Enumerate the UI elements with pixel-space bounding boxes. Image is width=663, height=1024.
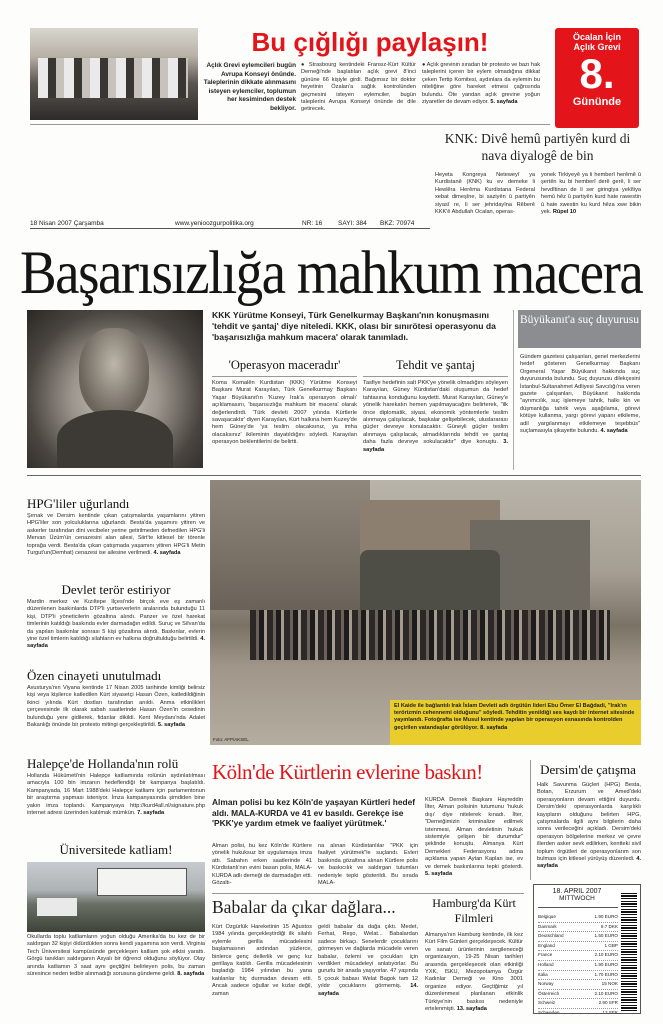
price-country: Danmark xyxy=(538,923,557,929)
price-value: 2.10 EURO xyxy=(594,952,618,958)
main-col2-title: Tehdit ve şantaj xyxy=(396,358,475,372)
price-row xyxy=(538,913,618,923)
price-value: 1 GBP xyxy=(604,942,618,948)
dateline-sayi: SAYI: 384 xyxy=(338,220,367,227)
photo-credit: Foto: AFP/AKSEL xyxy=(213,737,249,742)
price-value: 1.90 EURO xyxy=(594,914,618,919)
koln-col1-text: Alman polisi, bu kez Köln'de Kürtlere yönelik hukuksuz bir uygulamaya imza attı. Sabahın erken saatlerinde 41 Kürdistanlı'nın evini basan polis, MALA-KURDA adlı derneği de darmadağın etti. Gözaltı- xyxy=(212,843,312,887)
koln-lead: Alman polisi bu kez Köln'de yaşayan Kürtleri hedef aldı. MALA-KURDA ve 41 ev basıldı. Gerekçe ise 'PKK'ye yardım etmek ve faaliyet yürütmek.' xyxy=(212,797,416,828)
price-value: 1.90 EURO xyxy=(594,961,618,967)
price-box xyxy=(533,884,641,1014)
left-s5-text: Okullarda toplu katliamların yoğun olduğu Amerika'da bu kez de bir saldırgan 32 kişiyi öldürdükten sonra kendi yaşamına son verdi. Virginia Tech Üniversitesi kampüsünde gerçekleşen katliam şok etkisi yarattı. Görgü tanıkları saldırganın Asyalı bir öğrenci olduğunu söylüyor. Olay anında katliamın 3 saat aynı geçtiğini belirleyen polis, bu zaman süresince neden tedbir alınmadığı sorusuna gündeme geldi. 8. sayfada xyxy=(27,934,205,978)
price-country: Schweden xyxy=(538,1009,560,1014)
price-value: 9.7 DKK xyxy=(600,923,618,929)
badge-line2: Açlık Grevi xyxy=(573,42,621,52)
hunger-strike-photo xyxy=(30,28,198,120)
buyukanit-text: Gündem gazetesi çalışanları, genel merkezlerini hedef gösteren Genelkurmay Başkanı Orgeneral Yaşar Büyükanıt hakkında suç duyurusunda bulundu. Suç duyurusu dilekçesini İstanbul-Sultanahmet Adliyesi Savcılığı'na veren gazete çalışanları, Büyükanıt hakkında "ayrımcılık, suç işlemeye tahrik, halkı kin ve düşmanlığa tahrik veya aşağılama, görevi kötüye kullanma, yargı görevi yapanı etkileme, adil yargılanmayı etkilemeye teşebbüs" suçlamasıyla şikayette bulundu. 4. sayfada xyxy=(520,354,640,435)
knk-headline: KNK: Divê hemû partiyên kurd di nava diyalogê de bin xyxy=(444,131,631,163)
main-col2-text: Tasfiye hedefinin salt PKK'ye yönelik olmadığını söyleyen Karayılan, Güney Kürdistan'daki oluşumun da hedef tahtasına konduğunu kaydetti. Murat Karayılan, Güney'e yönelik harekatın hemen yapılmayacağını belirterek, "ilk önce diplomatik, siyasi, ekonomik yöntemlerle teslim alınmaya çalışılacak, başkalar gelişebilecek, uluslararası güçler devreye konulacaktır. Güneyli güçler teslim alınmaya çalışılacak, almadıklarında tehdit ve şantaj daha fazla devreye sokulacaktır" diye konuştu. 3. sayfada xyxy=(363,380,508,453)
price-row xyxy=(538,1009,618,1014)
dateline-bkz: BKZ: 70974 xyxy=(380,220,415,227)
price-value: 12 SEK xyxy=(602,1009,618,1014)
buyukanit-box xyxy=(513,310,641,470)
left-s2-title: Devlet terör estiriyor xyxy=(61,582,171,597)
dateline-nr: NR: 16 xyxy=(302,220,323,227)
price-value: 15 NOK xyxy=(601,981,618,987)
price-row xyxy=(538,990,618,1000)
price-value: 2.10 EURO xyxy=(594,990,618,996)
buyukanit-title: Büyükanıt'a suç duyurusu xyxy=(518,310,641,348)
price-country: Italia xyxy=(538,971,548,977)
top-photo-caption: Açlık Grevi eylemcileri bugün Avrupa Konseyi önünde. Taleplerinin dikkate alınmasını isteyen eylemciler, toplumun her kesiminden destek bekliyor. xyxy=(203,62,296,112)
babalar-col2-text: geldi babalar da dağa çıktı. Medet, Ferhat, Reşo, Welat... Babalardan sadece birkaçı. Senelerdir çocuklarını görmeyen ve dağlarda mücadele veren babalar, özlemi ve çocukları için verdikleri mücadeleyi anlatıyorlar. Bu gururlu bir anada yaşıyorlar. 47 yaşında 5 çocuk babası Welat Bagok tam 12 yıldır çocuklarını görmemiş. 14. sayfada xyxy=(318,924,418,997)
badge-line1: Öcalan İçin xyxy=(572,32,622,42)
price-country: Norway xyxy=(538,981,554,987)
dateline-date: 18 Nisan 2007 Çarşamba xyxy=(30,220,104,227)
price-value: 1.50 EURO xyxy=(594,933,618,939)
price-row xyxy=(538,999,618,1009)
karayilan-portrait xyxy=(27,310,203,468)
koln-headline: Köln'de Kürtlerin evlerine baskın! xyxy=(212,760,483,784)
koln-col3-text: KURDA Dernek Başkanı Hayreddin İlter, Alman polisinin tutumunu 'hukuk dışı' diye nitelerek kınadı. İlter, "Derneğimizin kriminalize edilmek istenmesi, Alman devletinin hukuk sistemiyle çelişen bir durumdur" şeklinde konuştu. Almanya Kürt Dernekleri Federasyonu adına açıklama yapan Aytan Kaplan ise, ev ve dernek baskınlarına tepki gösterdi. 5. sayfada xyxy=(425,797,523,878)
top-col1-text: ● Strasbourg kentindeki Fransız-Kürt Kültür Derneği'nde başlatılan açlık grevi 8'inci gününe 66 kişiyle girdi. Bağımsız bir doktor heyetinin Özalan'a sağlık kontrolünden geçmesini isteyen eylemciler, bugün taleplerini Avrupa Konseyi önünde de dile getirecek. xyxy=(301,62,416,113)
price-value: 2.90 SFR xyxy=(598,1000,618,1006)
mosul-caption: El Kaide ile bağlantılı Irak İslam Devleti adlı örgütün lideri Ebu Ömer El Bağdadi, "Irak'ın terörizmin cehennemi olduğunu" söyledi. Tehditin yenildiği ses kaydı bir internet sitesinde yayınlandı. Fotoğrafta ise Musul kentinde yapılan bir operasyon esnasında kontrolden geçirilen vatandaşlar görülüyor. 8. sayfada xyxy=(390,700,641,745)
main-headline: Başarısızlığa mahkum macera xyxy=(20,238,643,307)
hunger-strike-badge xyxy=(555,28,639,128)
price-country: Belgique xyxy=(538,914,556,919)
dateline-url[interactable]: www.yenioozgurpolitika.org xyxy=(175,220,254,227)
price-country: Deutschland xyxy=(538,933,564,939)
price-row xyxy=(538,942,618,952)
main-intro: KKK Yürütme Konseyi, Türk Genelkurmay Başkanı'nın konuşmasını 'tehdit ve şantaj' diye niteledi. KKK, olası bir sınırötesi operasyonu da 'başarısızlığa mahkum macera' olarak tanımladı. xyxy=(212,310,496,342)
hamburg-text: Almanya'nın Hamburg kentinde, ilk kez Kürt Film Günleri gerçekleşecek. Kültür ve sanatı ürünlerinin sergileneceği organizasyon, 19-25 Nisan tarihleri arasında gerçekleşecek olan etkinliği YXK, ISKU, Mezopotamya Özgür Kadınlar Derneği ve Kino 3001 organize ediyor. Geçtiğimiz yıl düzenlenmesi planlanan etkinlik Türkiye'nin baskısı nedeniyle ertelenmişti. 13. sayfada xyxy=(425,932,523,1013)
badge-line3: Gününde xyxy=(572,96,622,108)
price-country: Schweiz xyxy=(538,1000,556,1006)
left-s2-text: Mardin merkez ve Kızıltepe İlçesi'nde birçok eve eş zamanlı düzenlenen baskınlarda DTP'li yurtseverlerin aralarında bulunduğu 11 kişi, DTP'li yöneticilerin gözaltına alındı. Panzer ve özel harekat timlerinin katıldığı baskında evler darmadağın edildi. Suruç ve Siîvan'da da yapılan baskınlar sonrası 5 kişi gözaltına alındı. Baskınlar, evlerin yine özel timlerin katıldığı silahların ev halkına doğrultulduğu belirtildi. 4. sayfada xyxy=(27,599,205,650)
box-day: MITTWOCH xyxy=(559,895,595,902)
price-country: Österreich xyxy=(538,990,560,996)
left-s5-title: Üniversitede katliam! xyxy=(59,842,173,857)
barcode xyxy=(621,893,637,1011)
dersim-title: Dersim'de çatışma xyxy=(540,762,636,777)
babalar-headline: Babalar da çıkar dağlara... xyxy=(212,897,396,917)
price-value: 1.70 EURO xyxy=(594,971,618,977)
price-row xyxy=(538,980,618,990)
left-s4-title: Halepçe'de Hollanda'nın rolü xyxy=(27,756,179,771)
top-col2-text: ● Açlık grevinin sıradan bir protesto ve bazı hak taleplerini içeren bir eylem olmadığına dikkat çeken Tertip Komitesi, aydınlara da eylemin bu niteliğine göre hareket etmesi çağrısında bulundu. Öte yandan açlık grevine yoğun ziyaretler de devam ediyor. 5. sayfada xyxy=(422,62,540,106)
dersim-text: Halk Savunma Güçleri (HPG) Besta, Botan, Erzurum ve Amed'deki operasyonların devam ettiğini duyurdu. Dersim'deki operasyonlarda karşılıklı kayıpların olduğunu belirten HPG, çatışmalarda ilgili aynı bilgilerin daha sonra verileceğini açıkladı. Dersim'deki operasyon bölgelerine merkez ve çevre illerden asker sevk edilirken, kentteki sivil toplum örgütleri de operasyonlarım son bulması için kitlesel yürüyüş düzenledi. 4. sayfada xyxy=(537,782,641,870)
price-country: Holland xyxy=(538,961,554,967)
price-row xyxy=(538,923,618,933)
price-row xyxy=(538,951,618,961)
price-row xyxy=(538,961,618,971)
left-s3-title: Özen cinayeti unutulmadı xyxy=(27,668,162,683)
price-country: England xyxy=(538,942,555,948)
left-s4-text: Hollanda Hükümeti'nin Halepçe katliamında rolünün aydınlatılması amacıyla 100 bin imzanın hedeflendiği bir kampanya başlatıldı. Kampanyada, 16 Mart 1988'deki Halepçe katliamı için parlamentonun bir araştırma yapması isteniyor. İmza kampanyasında şimdiden bine yakın imza toplandı. Kampanyaya http://kurd4all.nl/signature.php internet adresi üzerinden katılmak mümkün. 7. sayfada xyxy=(27,773,205,817)
price-row xyxy=(538,971,618,981)
hamburg-title: Hamburg'da Kürt Filmleri xyxy=(432,896,516,925)
left-s1-title: HPG'liler uğurlandı xyxy=(27,496,130,511)
price-list xyxy=(538,913,618,1014)
price-row xyxy=(538,932,618,942)
knk-col2-text: yonek Tirkiyeyê ya li hemberî herêmê û şertên ku bi hemberî derê gerê, li ser hevdîtinan de li ser giringiya yekîtiya hemû hêz û partiyên kurd hate rawestin û hate xwestin ku kurd hêza xwe bikin yek. Rûpel 10 xyxy=(541,172,641,216)
top-headline: Bu çığlığı paylaşın! xyxy=(251,27,489,57)
main-col1-text: Koma Komalên Kurdistan (KKK) Yürütme Konseyi Başkanı Murat Karayılan, Türk Genelkurmay Başkanı Yaşar Büyükanıt'ın 'Kuzey Irak'a operasyon olmalı' açıklamasını, 'başarısızlığa mahkum bir macera' olarak değerlendirdi. 'Türk devleti 2007 yılında Kürtlerle savaşacaktır' diyen Karayılan, Kürt halkına hem Kuzey'de hem Güney'de 'ya teslim olacaksınız, ya imha olacaksınız' ikileminin dayatıldığını söyledi. Karayılan operasyon beklentilerini de belirtti. xyxy=(212,380,357,446)
babalar-col1-text: Kürt Özgürlük Hareketinin 15 Ağustos 1984 yılında gerçekleştirdiği ilk silahlı eylemle gerilla mücadelesini başlamasının ardından yüzlerce, binlerce genç dellerlik ve genç kız gerillaya katıldı. Gerilla mücadelesinin başladığı 1984 yılından bu yana katılanlar hiç durmadan devam etti. Ancak sadece oğullar ve kızlar değil, zaman xyxy=(212,924,312,997)
box-date: 18. APRIL 2007 xyxy=(552,888,602,895)
campus-photo xyxy=(27,862,205,932)
main-col1-title: 'Operasyon maceradır' xyxy=(228,358,341,372)
price-country: France xyxy=(538,952,553,958)
badge-number: 8. xyxy=(579,50,615,97)
left-s3-text: Avusturya'nın Viyana kentinde 17 Nisan 2005 tarihinde kimliği belirsiz kişi veya kişilerce katledilen Kürt siyasetçi Hasan Özen, katledildiğinin ikinci yılında Kürt dostları tarafından anıldı. Anma etkinlikleri çerçevesinde ilk olarak sabah saatlerinde Hasan Özen'in cesedinin bulunduğu yere gidilerek, fidanlar dikildi. Kent Meydanı'nda Adalet Bakanlığı önünde bir protesto mitingi gerçekleştirildi. 5. sayfada xyxy=(27,685,205,729)
koln-col2-text: na alınan Kürdistanlılar "PKK için faaliyet yürütmek"le suçlandı. Evleri baskında gözaltına alınan Kürtlere polis ve baskıcılık ve saldırgan tutumları nedeniyle tepki gösterildi. Bu sırada MALA- xyxy=(318,843,418,887)
left-s1-text: Şırnak ve Dersim kentinde çıkan çatışmalarda yaşamlarını yitiren HPG'liler son yolculuklarına uğurlandı. Besta'da yaşamını yitiren ve askerler tarafından dini vecibeler yerine getirilmeden defnedilen HPG'li Mervan Üzüm'ün cenazesini alan ailesi, Siirt'te kitlesel bir törenle toprağa verdi. Besta'da çıkan çatışmada yaşamını yitiren HPG'li Metin Turgut'un(Demhat) cenazesi ise ailesine verilmedi. 4. sayfada xyxy=(27,513,205,557)
knk-col1-text: Heyeta Kongreya Neteweyî ya Kurdistanê (KNK) ku ev demeke li Hewlêra Herêma Kurdistana Federal xebat dimeşîne, bi saziyên û partiyên siyasî re, li ser jehridayîna Rêberê KKK'ê Abdullah Ocalan, operas- xyxy=(435,172,535,216)
